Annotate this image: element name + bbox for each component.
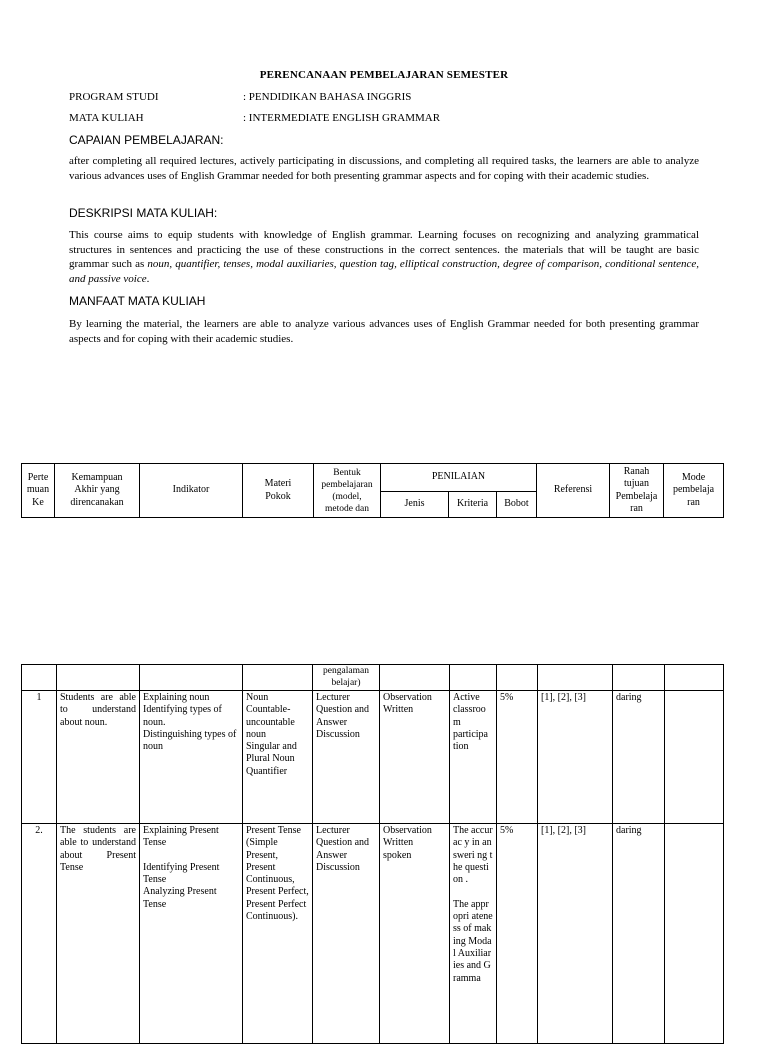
- deskripsi-text: This course aims to equip students with knowledge of English grammar. Learning focuses on recognizing and analyzing grammatical structures in sentences and practicing the use of these constructions in the correct sentences. the materials that will be taught are basic grammar such as: [69, 229, 699, 270]
- header-kriteria: Kriteria: [449, 492, 497, 518]
- manfaat-heading: MANFAAT MATA KULIAH: [69, 294, 206, 308]
- meta-label-mata-kuliah: MATA KULIAH: [69, 112, 144, 124]
- row1-jenis: Observation Written: [380, 691, 450, 824]
- header-bentuk-continued: pengalaman belajar): [313, 665, 380, 691]
- deskripsi-heading: DESKRIPSI MATA KULIAH:: [69, 206, 218, 220]
- capaian-paragraph: after completing all required lectures, actively participating in discussions, and completing all required tasks, the learners are able to analyze various advances uses of English Grammar needed for both presenting grammar aspects and for coping with their academic studies.: [69, 155, 699, 182]
- row1-extra: [665, 691, 724, 824]
- plan-table-body: [21, 664, 724, 1044]
- row1-no: 1: [22, 691, 57, 824]
- header-penilaian: PENILAIAN: [381, 464, 537, 492]
- meta-value-mata-kuliah: : INTERMEDIATE ENGLISH GRAMMAR: [243, 112, 441, 124]
- table-cell: [140, 665, 243, 691]
- row1-mode: daring: [613, 691, 665, 824]
- table-row: [22, 824, 724, 1044]
- table-row: [22, 691, 724, 824]
- header-materi: Materi Pokok: [243, 464, 314, 518]
- row1-referensi: [1], [2], [3]: [538, 691, 613, 824]
- row2-bentuk: Lecturer Question and Answer Discussion: [313, 824, 380, 1044]
- table-cell: [380, 665, 450, 691]
- table-cell: [22, 665, 57, 691]
- meta-value-program-studi: : PENDIDIKAN BAHASA INGGRIS: [243, 91, 412, 103]
- row1-bobot: 5%: [497, 691, 538, 824]
- row1-kemampuan: Students are able to understand about noun.: [57, 691, 140, 824]
- deskripsi-paragraph: [69, 228, 699, 286]
- row2-jenis: Observation Written spoken: [380, 824, 450, 1044]
- row2-indikator: Explaining Present Tense Identifying Present Tense Analyzing Present Tense: [140, 824, 243, 1044]
- table-cell: [450, 665, 497, 691]
- table-cell: [613, 665, 665, 691]
- header-ranah: Ranah tujuan Pembelaja ran: [610, 464, 664, 518]
- row2-kemampuan: The students are able to understand about Present Tense: [57, 824, 140, 1044]
- row2-kriteria: The accurac y in answeri ng the question . The appropri ateness of making Modal Auxiliar ies and Gramma: [450, 824, 497, 1044]
- row2-no: 2.: [22, 824, 57, 1044]
- deskripsi-end: .: [146, 272, 150, 285]
- row1-bentuk: Lecturer Question and Answer Discussion: [313, 691, 380, 824]
- row2-referensi: [1], [2], [3]: [538, 824, 613, 1044]
- table-cell: [497, 665, 538, 691]
- header-bentuk: Bentuk pembelajaran (model, metode dan: [314, 464, 381, 518]
- header-mode: Mode pembelaja ran: [664, 464, 724, 518]
- header-bobot: Bobot: [497, 492, 537, 518]
- deskripsi-topics: noun, quantifier, tenses, modal auxiliaries, question tag, elliptical construction, degree of comparison, conditional sentence, and passive voice: [69, 258, 700, 285]
- plan-table-header: [21, 463, 724, 518]
- row2-materi: Present Tense (Simple Present, Present Continuous, Present Perfect, Present Perfect Continuous).: [243, 824, 313, 1044]
- header-referensi: Referensi: [537, 464, 610, 518]
- row2-mode: daring: [613, 824, 665, 1044]
- table-cell: [538, 665, 613, 691]
- table-cell: [665, 665, 724, 691]
- row1-indikator: Explaining noun Identifying types of noun. Distinguishing types of noun: [140, 691, 243, 824]
- table-row-continuation: [22, 665, 724, 691]
- row2-extra: [665, 824, 724, 1044]
- capaian-heading: CAPAIAN PEMBELAJARAN:: [69, 133, 224, 147]
- table-cell: [243, 665, 313, 691]
- header-jenis: Jenis: [381, 492, 449, 518]
- meta-label-program-studi: PROGRAM STUDI: [69, 91, 159, 103]
- header-pertemuan: Perte muan Ke: [22, 464, 55, 518]
- header-kemampuan: Kemampuan Akhir yang direncanakan: [55, 464, 140, 518]
- document-title: PERENCANAAN PEMBELAJARAN SEMESTER: [259, 69, 509, 81]
- row1-kriteria: Active classroo m participa tion: [450, 691, 497, 824]
- table-cell: [57, 665, 140, 691]
- row1-materi: Noun Countable-uncountable noun Singular and Plural Noun Quantifier: [243, 691, 313, 824]
- row2-bobot: 5%: [497, 824, 538, 1044]
- header-indikator: Indikator: [140, 464, 243, 518]
- manfaat-paragraph: By learning the material, the learners are able to analyze various advances uses of English Grammar needed for both presenting grammar aspects and for coping with their academic studies.: [69, 318, 699, 345]
